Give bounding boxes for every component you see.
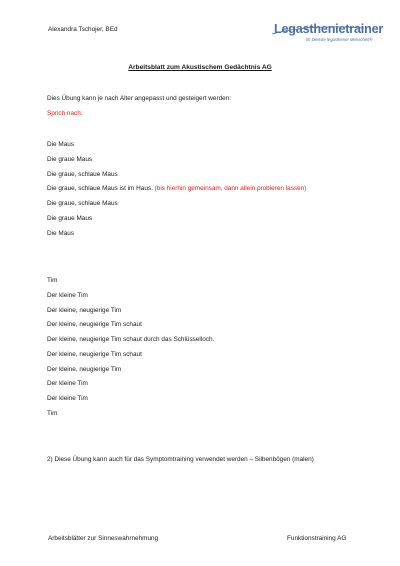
phrase-line: Der kleine Tim <box>47 395 88 402</box>
phrase-line: Der kleine, neugierige Tim schaut durch das Schlüsselloch. <box>47 336 215 343</box>
phrase-text: Die graue, schlaue Maus ist im Haus. <box>47 185 153 192</box>
footer-left: Arbeitsblätter zur Sinneswahrnehmung <box>48 535 159 542</box>
phrase-line: Tim <box>47 277 58 284</box>
phrase-line: Der kleine Tim <box>47 380 88 387</box>
legasthenietrainer-logo <box>268 22 384 46</box>
phrase-note: (bis hierhin gemeinsam, dann allein probieren lassen) <box>154 185 307 192</box>
instruction-text: Sprich nach: <box>47 110 83 117</box>
phrase-line-with-note <box>47 185 306 192</box>
phrase-line: Die Maus <box>47 230 74 237</box>
phrase-line: Die graue Maus <box>47 156 93 163</box>
intro-text: Dies Übung kann je nach Alter angepasst und gesteigert werden: <box>47 95 232 102</box>
phrase-line: Der kleine, neugierige Tim schaut <box>47 351 142 358</box>
phrase-line: Die graue, schlaue Maus <box>47 171 118 178</box>
logo-tagline: im Dienste legasthener Menschen® <box>306 37 373 42</box>
phrase-line: Die graue Maus <box>47 215 93 222</box>
phrase-line: Die Maus <box>47 141 74 148</box>
phrase-line: Der kleine, neugierige Tim <box>47 307 122 314</box>
phrase-line: Die graue, schlaue Maus <box>47 200 118 207</box>
phrase-line: Tim <box>47 410 58 417</box>
worksheet-title: Arbeitsblatt zum Akustischem Gedächtnis AG <box>128 64 272 71</box>
phrase-line: Der kleine, neugierige Tim <box>47 366 122 373</box>
logo-text: Legasthenietrainer <box>274 22 384 36</box>
phrase-line: Der kleine, neugierige Tim schaut <box>47 321 142 328</box>
exercise-note: 2) Diese Übung kann auch für das Symptomtraining verwendet werden – Silbenbögen (malen) <box>47 456 314 463</box>
footer-right: Funktionstraining AG <box>287 535 347 542</box>
author-name: Alexandra Tschojer, BEd <box>48 26 118 33</box>
phrase-line: Der kleine Tim <box>47 292 88 299</box>
